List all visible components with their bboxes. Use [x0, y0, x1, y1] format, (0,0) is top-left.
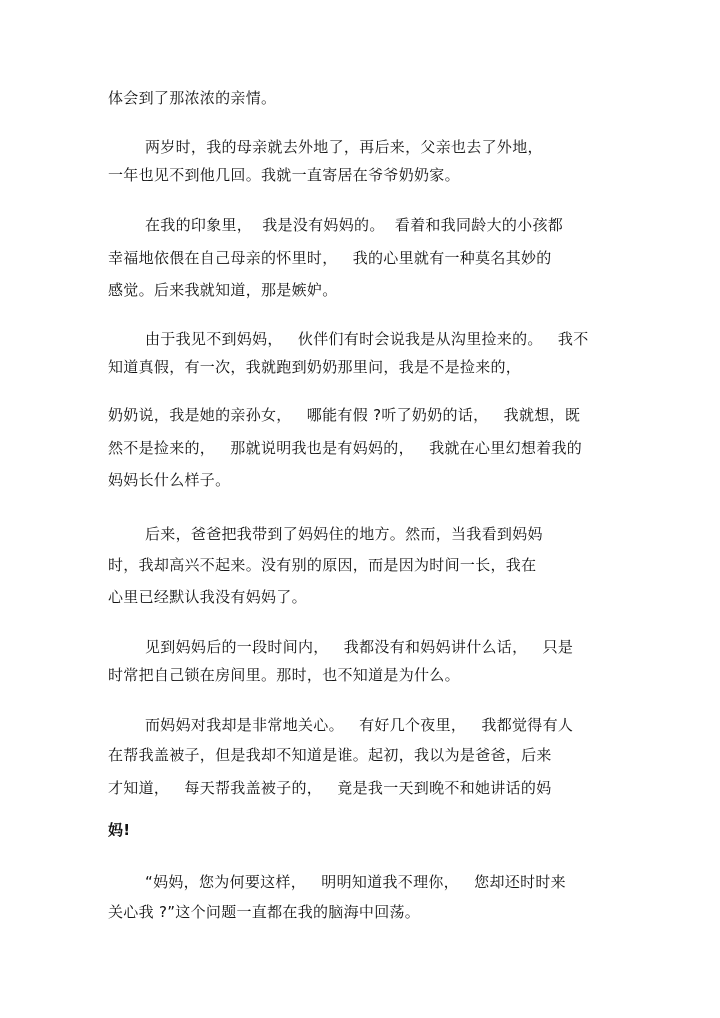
text-line: 知道真假，有一次，我就跑到奶奶那里问，我是不是捡来的，	[108, 358, 522, 376]
text-line: 才知道， 每天帮我盖被子的， 竟是我一天到晚不和她讲话的妈	[108, 779, 552, 797]
text-line: 而妈妈对我却是非常地关心。 有好几个夜里， 我都觉得有人	[145, 716, 574, 734]
text-line: 妈!	[108, 821, 131, 839]
text-line: 在帮我盖被子，但是我却不知道是谁。起初，我以为是爸爸，后来	[108, 746, 552, 764]
text-line: “妈妈，您为何要这样， 明明知道我不理你， 您却还时时来	[145, 873, 566, 891]
text-line: 感觉。后来我就知道，那是嫉妒。	[108, 281, 338, 299]
text-line: 两岁时，我的母亲就去外地了，再后来，父亲也去了外地，	[145, 138, 543, 156]
text-line: 妈妈长什么样子。	[108, 471, 231, 489]
text-line: 心里已经默认我没有妈妈了。	[108, 588, 307, 606]
text-line: 体会到了那浓浓的亲情。	[108, 89, 277, 107]
text-line: 然不是捡来的， 那就说明我也是有妈妈的， 我就在心里幻想着我的	[108, 439, 583, 457]
text-line: 由于我见不到妈妈， 伙伴们有时会说我是从沟里捡来的。 我不	[145, 330, 589, 348]
text-line: 见到妈妈后的一段时间内， 我都没有和妈妈讲什么话， 只是	[145, 638, 574, 656]
text-line: 奶奶说，我是她的亲孙女， 哪能有假 ?听了奶奶的话， 我就想，既	[108, 406, 581, 424]
text-line: 后来，爸爸把我带到了妈妈住的地方。然而，当我看到妈妈	[145, 525, 543, 543]
text-line: 幸福地依偎在自己母亲的怀里时， 我的心里就有一种莫名其妙的	[108, 249, 552, 267]
text-line: 一年也见不到他几回。我就一直寄居在爷爷奶奶家。	[108, 166, 460, 184]
text-line: 在我的印象里， 我是没有妈妈的。 看着和我同龄大的小孩都	[145, 216, 564, 234]
text-line: 时，我却高兴不起来。没有别的原因，而是因为时间一长，我在	[108, 556, 537, 574]
text-line: 关心我 ?”这个问题一直都在我的脑海中回荡。	[108, 903, 421, 921]
text-line: 时常把自己锁在房间里。那时，也不知道是为什么。	[108, 666, 460, 684]
